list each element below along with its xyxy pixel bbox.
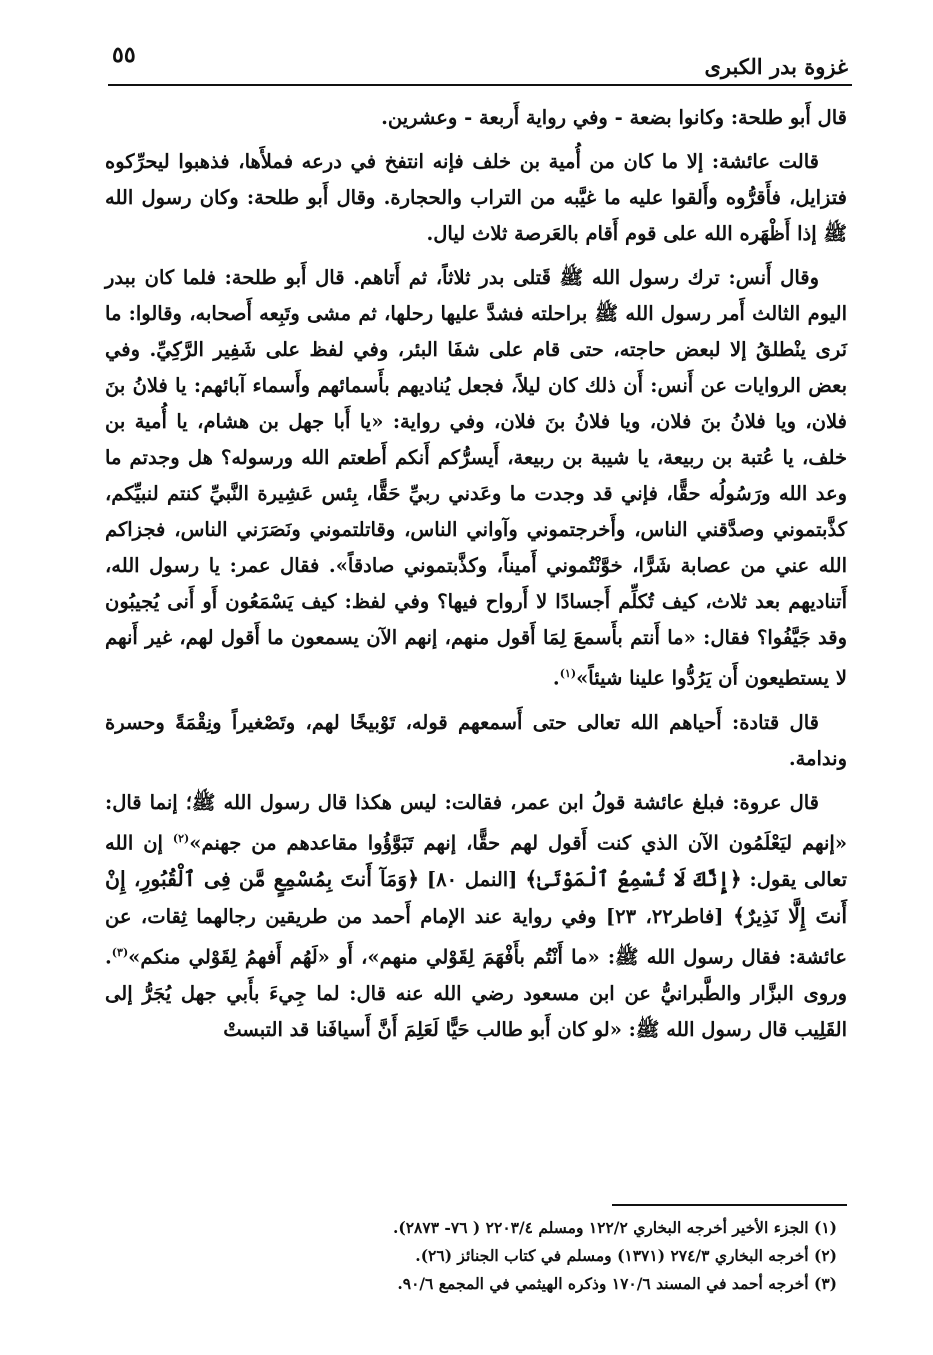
quran-verse-fatir: ﴿وَمَآ أَنتَ بِمُسْمِعٍ مَّن فِى ٱلْقُبُورِ، إِنْ أَنتَ إِلَّا نَذِيرٌ﴾ (105, 867, 848, 928)
footnote-ref-2[interactable]: (٢) (172, 831, 190, 845)
paragraph-anas-text: وقال أَنس: ترك رسول الله ﷺ قَتلى بدر ثلاثاً، ثم أَتاهم. قال أَبو طلحة: فلما كان ببدر اليوم الثالث أَمر رسول الله ﷺ براحلته فشدَّ عليها رحلها، ثم مشى وتَبِعه أَصحابه، وقالوا: ما نَرى ينْطلقُ إلا لبعض حاجته، حتى قام على شفَا البئر، وفي لفظ على شَفِير الرَّكِيِّ. وفي بعض الروايات عن أَنس: أَن ذلك كان ليلاً، فجعل يُناديهم بأَسمائهم وأَسماء آبائهم: يا فلانُ بنَ فلان، ويا فلانُ بنَ فلان، ويا فلانُ بنَ فلان، وفي رواية: «يا أَبا جهل بن هشام، يا أُمية بن خلف، يا عُتبة بن ربيعة، يا شيبة بن ربيعة، أَيسرُّكم أَنكم أَطعتم الله ورسوله؟ هل وجدتم ما وعد الله ورَسُولُه حقًّا، فإني قد وجدت ما وعَدني ربيِّ حَقًّا، بِئس عَشِيرة النَّبيِّ كنتم لنبيِّكم، كذَّبتموني وصدَّقني الناس، وأَخرجتموني وآواني الناس، وقاتلتموني ونَصَرَني الناس، فجزاكم الله عني من عصابة شَرًّا، خوَّنْتُموني أَميناً، وكذَّبتموني صادقاً». فقال عمر: يا رسول الله، أَتناديهم بعد ثلاث، كيف تُكلِّم أَجسادًا لا أَرواح فيها؟ وفي لفظ: كيف يَسْمَعُون أَو أَنى يُجيبُون وقد جَيَّفُوا؟ فقال: «ما أَنتم بأَسمعَ لِمَا أَقول منهم، إنهم الآن يسمعون ما أَقول لهم، غير أَنهم لا يستطيعون أَن يَرُدُّوا علينا شيئاً» (105, 266, 848, 690)
footnote-divider (612, 1204, 847, 1206)
paragraph-urwa-text: قال عروة: فبلغ عائشة قولُ ابن عمر، فقالت: ليس هكذا قال رسول الله ﷺ؛ إنما قال: «إنهم ليَعْلَمُون الآن الذي كنت أَقول لهم حقًّا، إنهم تَبَوَّؤُوا مقاعدهم من جهنم» (105, 790, 848, 854)
main-text (105, 100, 847, 1056)
footnote-1: (١) الجزء الأخير أخرجه البخاري ١٢٢/٢ ومسلم ٢٢٠٣/٤ ( ٧٦- ٢٨٧٣). (392, 1218, 837, 1237)
footnote-3: (٣) أخرجه أحمد في المسند ١٧٠/٦ وذكره الهيثمي في المجمع ٩٠/٦. (397, 1274, 837, 1293)
footnote-2: (٢) أخرجه البخاري ٢٧٤/٣ (١٣٧١) ومسلم في كتاب الجنائز (٢٦). (415, 1246, 837, 1265)
footnote-ref-3[interactable]: (٣) (111, 946, 129, 959)
footnotes (107, 1214, 837, 1298)
paragraph-urwa-tail: . وروى البزَّار والطَّبرانيُّ عن ابن مسعود رضي الله عنه قال: لما جِيءَ بأَبي جهل يُجَرُّ إلى القَلِيب قال رسول الله ﷺ: «لو كان أَبو طالب حَيًّا لَعَلِمَ أَنَّ أَسيافَنا قد التبستْ (105, 945, 847, 1041)
quran-verse-naml: ﴿إِنَّكَ لَا تُسْمِعُ ٱلْمَوْتَىٰ﴾ (525, 867, 742, 891)
citation-naml: [النمل ٨٠] (419, 868, 526, 891)
paragraph-urwa-mid3: [فاطر٢٢، ٢٣] وفي رواية عند الإمام أَحمد من طريقين رجالهما ثِقات، عن عائشة: فقال رسول الله ﷺ: «ما أَنْتُم بأَفْهَمَ لِقَوْلي منهم»، أَو «لَهُم أَفهمُ لِقَوْلي منكم» (105, 905, 847, 969)
paragraph-urwa (105, 785, 847, 1048)
chapter-title: غزوة بدر الكبرى (704, 54, 848, 79)
header-divider (108, 84, 852, 86)
footnote-ref-1[interactable]: (١) (559, 667, 577, 680)
paragraph-anas-tail: . (552, 666, 560, 690)
paragraph-urwa-mid1: إن الله تعالى يقول: (105, 831, 848, 891)
paragraph-aisha: قالت عائشة: إلا ما كان من أُمية بن خلف فإنه انتفخ في درعه فملأَها، فذهبوا ليحرِّكوه فتزايل، فأَقرُّوه وأَلقوا عليه ما غيَّبه من التراب والحجارة. وقال أَبو طلحة: وكان رسول الله ﷺ إذا أَظْهَره الله على قوم أَقام بالعَرصة ثلاث ليال. (105, 150, 847, 245)
paragraph-anas (105, 260, 847, 697)
page-header (112, 38, 848, 78)
paragraph-qatada: قال قتادة: أَحياهم الله تعالى حتى أَسمعهم قوله، تَوْبيخًا لهم، وتَصْغيراً ونِقْمَةً وحسرة وندامة. (105, 710, 847, 770)
page-number: ٥٥ (112, 42, 136, 68)
paragraph-abu-talha: قال أَبو طلحة: وكانوا بضعة - وفي رواية أَربعة - وعشرين. (381, 106, 847, 129)
